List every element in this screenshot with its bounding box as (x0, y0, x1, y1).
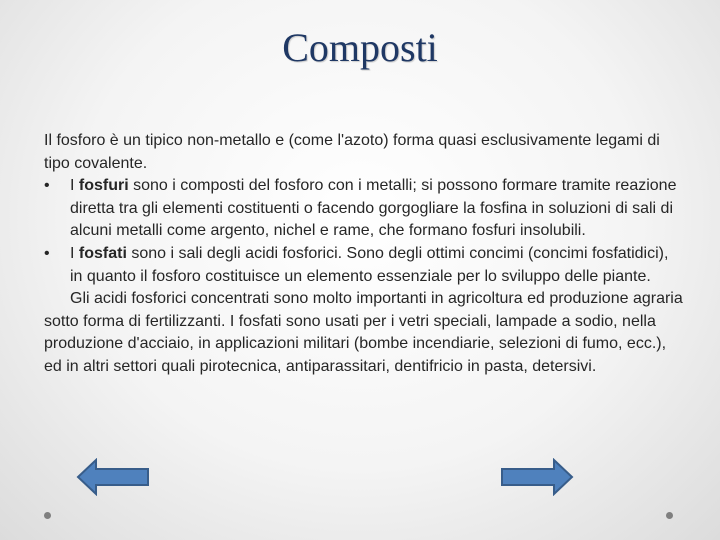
prev-slide-button[interactable] (76, 458, 150, 501)
arrow-left-icon (76, 458, 150, 496)
bullet-text (70, 243, 684, 288)
bullet-item (44, 243, 684, 288)
bullet-body: sono i composti del fosforo con i metalli; si possono formare tramite reazione diretta tra gli elementi costituenti o facendo gorgogliare la fosfina in soluzioni di sali di alcuni metalli come argento, nichel e rame, che formano fosfuri insolubili. (70, 177, 677, 240)
bullet-body: sono i sali degli acidi fosforici. Sono degli ottimi concimi (concimi fosfatidici), in quanto il fosforo costituisce un elemento essenziale per lo sviluppo delle piante. (70, 244, 669, 285)
closing-paragraph: Gli acidi fosforici concentrati sono molto importanti in agricoltura ed produzione agraria sotto forma di fertilizzanti. I fosfati sono usati per i vetri speciali, lampade a sodio, nella produzione d'acciaio, in applicazioni militari (bombe incendiarie, selezioni di fumo, ecc.), ed in altri settori quali pirotecnica, antiparassitari, dentifricio in pasta, detersivi. (44, 290, 683, 375)
corner-dot (666, 512, 673, 519)
corner-dot (44, 512, 51, 519)
arrow-right-icon (500, 458, 574, 496)
intro-paragraph: Il fosforo è un tipico non-metallo e (come l'azoto) forma quasi esclusivamente legami di tipo covalente. (44, 132, 660, 172)
bullet-prefix: I (70, 177, 79, 195)
next-slide-button[interactable] (500, 458, 574, 501)
bullet-symbol: • (44, 244, 50, 262)
bullet-text (70, 175, 684, 243)
slide-body (44, 130, 684, 379)
bullet-prefix: I (70, 244, 79, 262)
bullet-item (44, 175, 684, 243)
bullet-term: fosfuri (78, 177, 129, 195)
slide-title: Composti (282, 25, 438, 70)
bullet-symbol: • (44, 177, 50, 195)
bullet-term: fosfati (78, 244, 127, 262)
